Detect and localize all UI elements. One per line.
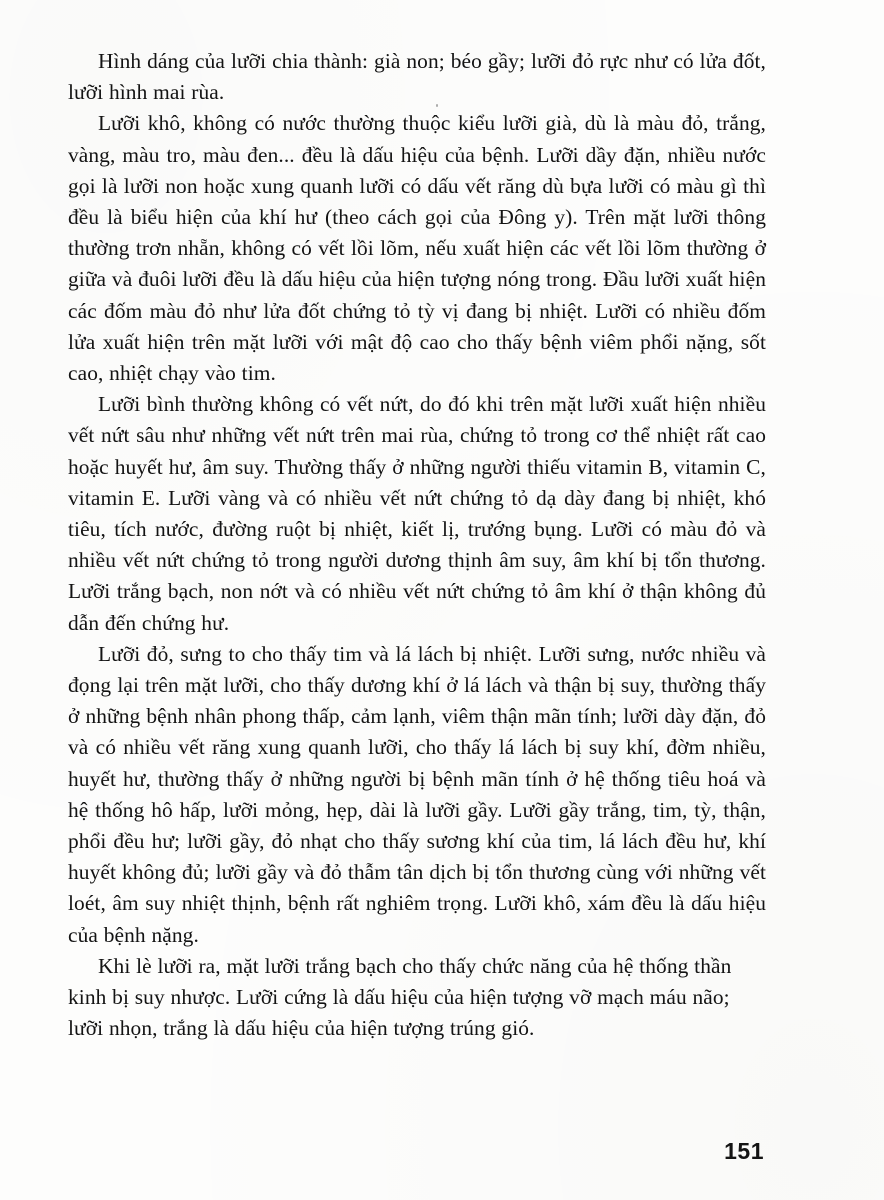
paragraph: Khi lè lưỡi ra, mặt lưỡi trắng bạch cho thấy chức năng của hệ thống thần kinh bị suy nhược. Lưỡi cứng là dấu hiệu của hiện tượng vỡ mạch máu não; lưỡi nhọn, trắng là dấu hiệu của hiện tượng trúng gió. <box>68 953 732 1041</box>
paragraph: Lưỡi khô, không có nước thường thuộc kiểu lưỡi già, dù là màu đỏ, trắng, vàng, màu tro, màu đen... đều là dấu hiệu của bệnh. Lưỡi dầy đặn, nhiều nước gọi là lưỡi non hoặc xung quanh lưỡi có dấu vết răng dù bựa lưỡi có màu gì thì đều là biểu hiện của khí hư (theo cách gọi của Đông y). Trên mặt lưỡi thông thường trơn nhẵn, không có vết lồi lõm, nếu xuất hiện các vết lồi lõm thường ở giữa và đuôi lưỡi đều là dấu hiệu của hiện tượng nóng trong. Đầu lưỡi xuất hiện các đốm màu đỏ như lửa đốt chứng tỏ tỳ vị đang bị nhiệt. Lưỡi có nhiều đốm lửa xuất hiện trên mặt lưỡi với mật độ cao cho thấy bệnh viêm phổi nặng, sốt cao, nhiệt chạy vào tim. <box>68 111 766 386</box>
paragraph: Lưỡi đỏ, sưng to cho thấy tim và lá lách bị nhiệt. Lưỡi sưng, nước nhiều và đọng lại trên mặt lưỡi, cho thấy dương khí ở lá lách và thận bị suy, thường thấy ở những bệnh nhân phong thấp, cảm lạnh, viêm thận mãn tính; lưỡi dày đặn, đỏ và có nhiều vết răng xung quanh lưỡi, cho thấy lá lách bị suy khí, đờm nhiều, huyết hư, thường thấy ở những người bị bệnh mãn tính ở hệ thống tiêu hoá và hệ thống hô hấp, lưỡi mỏng, hẹp, dài là lưỡi gầy. Lưỡi gầy trắng, tim, tỳ, thận, phổi đều hư; lưỡi gầy, đỏ nhạt cho thấy sương khí của tim, lá lách đều hư, khí huyết không đủ; lưỡi gầy và đỏ thẫm tân dịch bị tổn thương cùng với những vết loét, âm suy nhiệt thịnh, bệnh rất nghiêm trọng. Lưỡi khô, xám đều là dấu hiệu của bệnh nặng. <box>68 641 766 947</box>
paragraph: Lưỡi bình thường không có vết nứt, do đó khi trên mặt lưỡi xuất hiện nhiều vết nứt sâu như những vết nứt trên mai rùa, chứng tỏ trong cơ thể nhiệt rất cao hoặc huyết hư, âm suy. Thường thấy ở những người thiếu vitamin B, vitamin C, vitamin E. Lưỡi vàng và có nhiều vết nứt chứng tỏ dạ dày đang bị nhiệt, khó tiêu, tích nước, đường ruột bị nhiệt, kiết lị, trướng bụng. Lưỡi có màu đỏ và nhiều vết nứt chứng tỏ trong người dương thịnh âm suy, âm khí bị tổn thương. Lưỡi trắng bạch, non nớt và có nhiều vết nứt chứng tỏ âm khí ở thận không đủ dẫn đến chứng hư. <box>68 392 766 635</box>
page-number: 151 <box>724 1138 764 1164</box>
page-text-block <box>68 46 766 1045</box>
paragraph: Hình dáng của lưỡi chia thành: già non; béo gầy; lưỡi đỏ rực như có lửa đốt, lưỡi hình mai rùa. <box>68 49 766 105</box>
